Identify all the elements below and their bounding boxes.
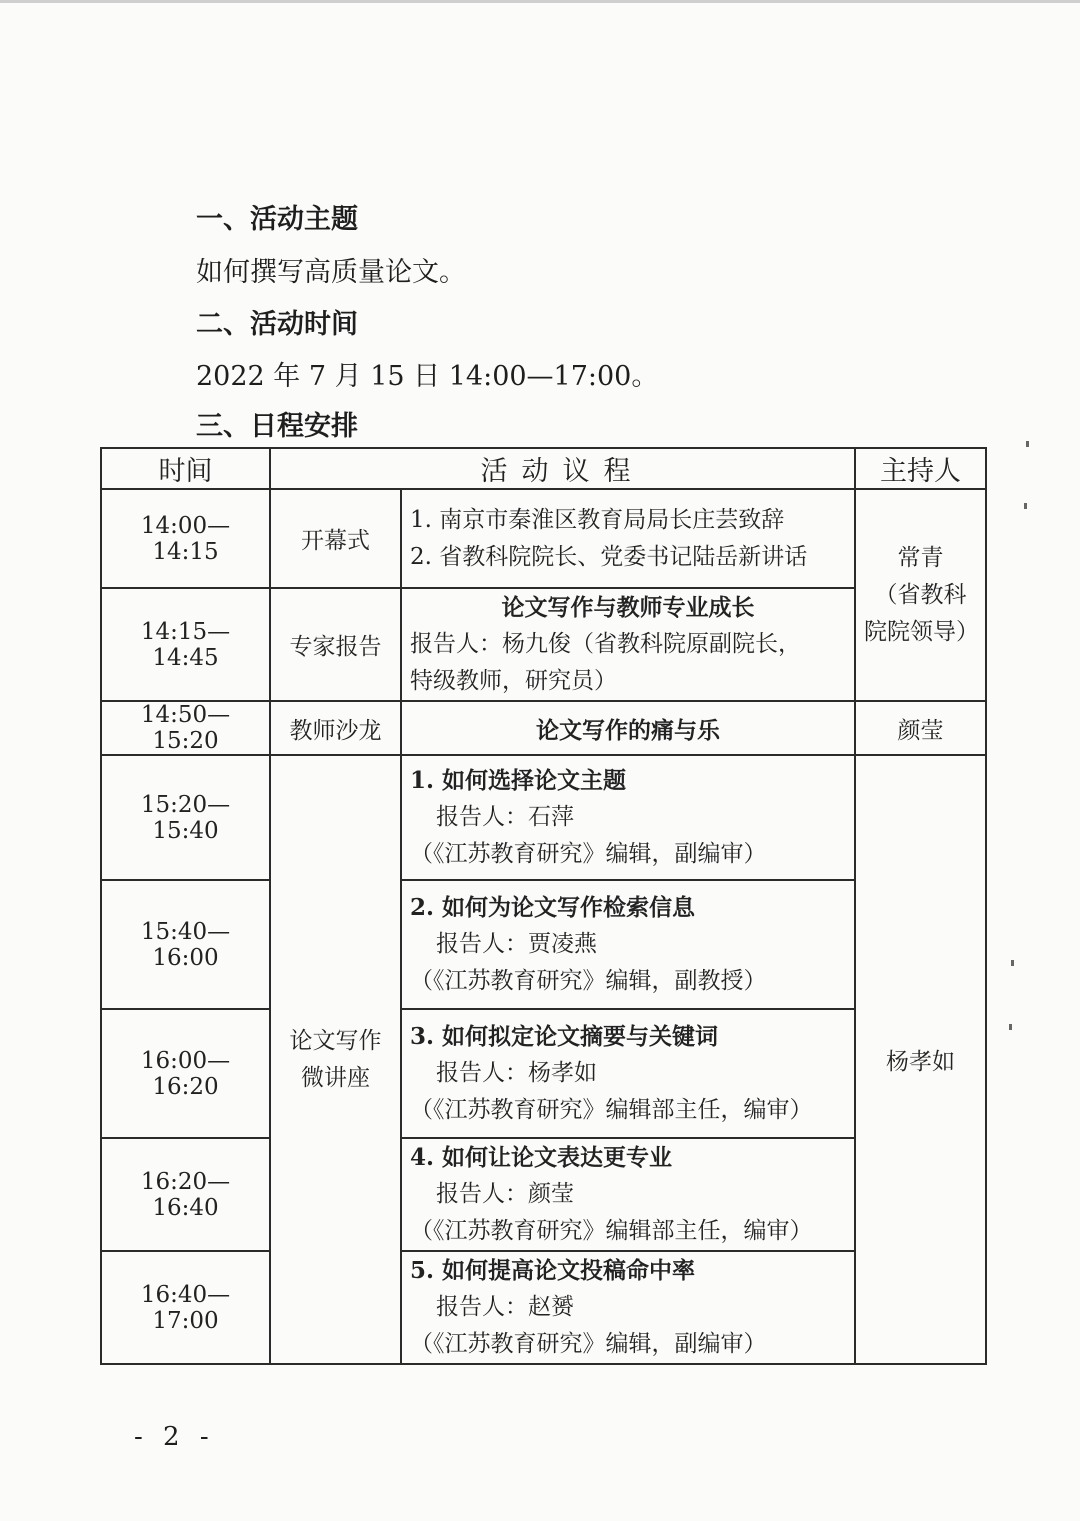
talk-title: 4. 如何让论文表达更专业: [410, 1144, 673, 1171]
table-row: [101, 701, 986, 755]
row-agenda: [401, 755, 855, 880]
talk-affiliation: （《江苏教育研究》编辑，副编审）: [410, 841, 767, 867]
schedule-table: [100, 447, 987, 1365]
row-session: [270, 755, 401, 1364]
scan-speck: [1009, 1024, 1012, 1030]
table-row: [101, 880, 986, 1009]
row-agenda: [401, 588, 855, 701]
host-org: （省教科: [874, 581, 967, 608]
table-row: [101, 588, 986, 701]
section-schedule-heading: 三、日程安排: [196, 411, 358, 442]
row-agenda: [401, 880, 855, 1009]
talk-affiliation: （《江苏教育研究》编辑部主任，编审）: [410, 1097, 813, 1123]
section-theme-heading: 一、活动主题: [196, 204, 358, 235]
talk-title: 5. 如何提高论文投稿命中率: [410, 1257, 696, 1284]
agenda-speaker: 报告人：杨九俊（省教科院原副院长，: [410, 631, 801, 657]
host-name: 常青: [897, 544, 944, 571]
session-label: 论文写作: [289, 1027, 382, 1054]
talk-title: 2. 如何为论文写作检索信息: [410, 894, 696, 921]
row-time: 14:15—14:45: [101, 588, 270, 701]
section-time-text: 2022 年 7 月 15 日 14:00—17:00。: [196, 361, 659, 392]
talk-speaker: 报告人：颜莹: [436, 1181, 574, 1207]
table-row: [101, 755, 986, 880]
agenda-speaker: 特级教师，研究员）: [410, 668, 617, 694]
header-time: 时间: [101, 448, 270, 489]
scan-speck: [1026, 441, 1029, 447]
agenda-item: 1. 南京市秦淮区教育局局长庄芸致辞: [410, 506, 785, 533]
header-host: 主持人: [855, 448, 986, 489]
row-agenda: 论文写作的痛与乐: [401, 701, 855, 755]
row-time: 15:40—16:00: [101, 880, 270, 1009]
row-session: 专家报告: [270, 588, 401, 701]
row-session: 开幕式: [270, 489, 401, 588]
talk-affiliation: （《江苏教育研究》编辑部主任，编审）: [410, 1218, 813, 1244]
table-row: [101, 1251, 986, 1364]
row-agenda: [401, 489, 855, 588]
row-time: 16:40—17:00: [101, 1251, 270, 1364]
header-agenda: 活动议程: [270, 448, 855, 489]
host-name: 杨孝如: [855, 755, 986, 1364]
section-time-heading: 二、活动时间: [196, 309, 358, 340]
scan-speck: [1024, 503, 1027, 509]
row-time: 14:50—15:20: [101, 701, 270, 755]
row-time: 15:20—15:40: [101, 755, 270, 880]
talk-title: 1. 如何选择论文主题: [410, 767, 627, 794]
page-number: - 2 -: [134, 1422, 215, 1452]
host-name: 颜莹: [855, 701, 986, 755]
talk-speaker: 报告人：杨孝如: [436, 1060, 597, 1086]
page-top-edge: [0, 0, 1080, 3]
talk-speaker: 报告人：石萍: [436, 804, 574, 830]
host-org: 院院领导）: [864, 618, 979, 645]
row-session: 教师沙龙: [270, 701, 401, 755]
section-theme-text: 如何撰写高质量论文。: [196, 257, 466, 288]
table-row: [101, 489, 986, 588]
talk-affiliation: （《江苏教育研究》编辑，副编审）: [410, 1331, 767, 1357]
table-row: [101, 1138, 986, 1251]
row-time: 16:20—16:40: [101, 1138, 270, 1251]
row-time: 14:00—14:15: [101, 489, 270, 588]
talk-affiliation: （《江苏教育研究》编辑，副教授）: [410, 968, 767, 994]
scan-speck: [1011, 960, 1014, 966]
talk-speaker: 报告人：贾凌燕: [436, 931, 597, 957]
table-row: [101, 1009, 986, 1138]
talk-title: 3. 如何拟定论文摘要与关键词: [410, 1023, 719, 1050]
table-header-row: [101, 448, 986, 489]
row-agenda: [401, 1009, 855, 1138]
session-label: 微讲座: [301, 1064, 370, 1091]
row-agenda: [401, 1251, 855, 1364]
row-time: 16:00—16:20: [101, 1009, 270, 1138]
agenda-item: 2. 省教科院院长、党委书记陆岳新讲话: [410, 543, 808, 570]
host-cell: [855, 489, 986, 701]
talk-speaker: 报告人：赵赟: [436, 1294, 574, 1320]
row-agenda: [401, 1138, 855, 1251]
agenda-title: 论文写作与教师专业成长: [501, 594, 755, 621]
